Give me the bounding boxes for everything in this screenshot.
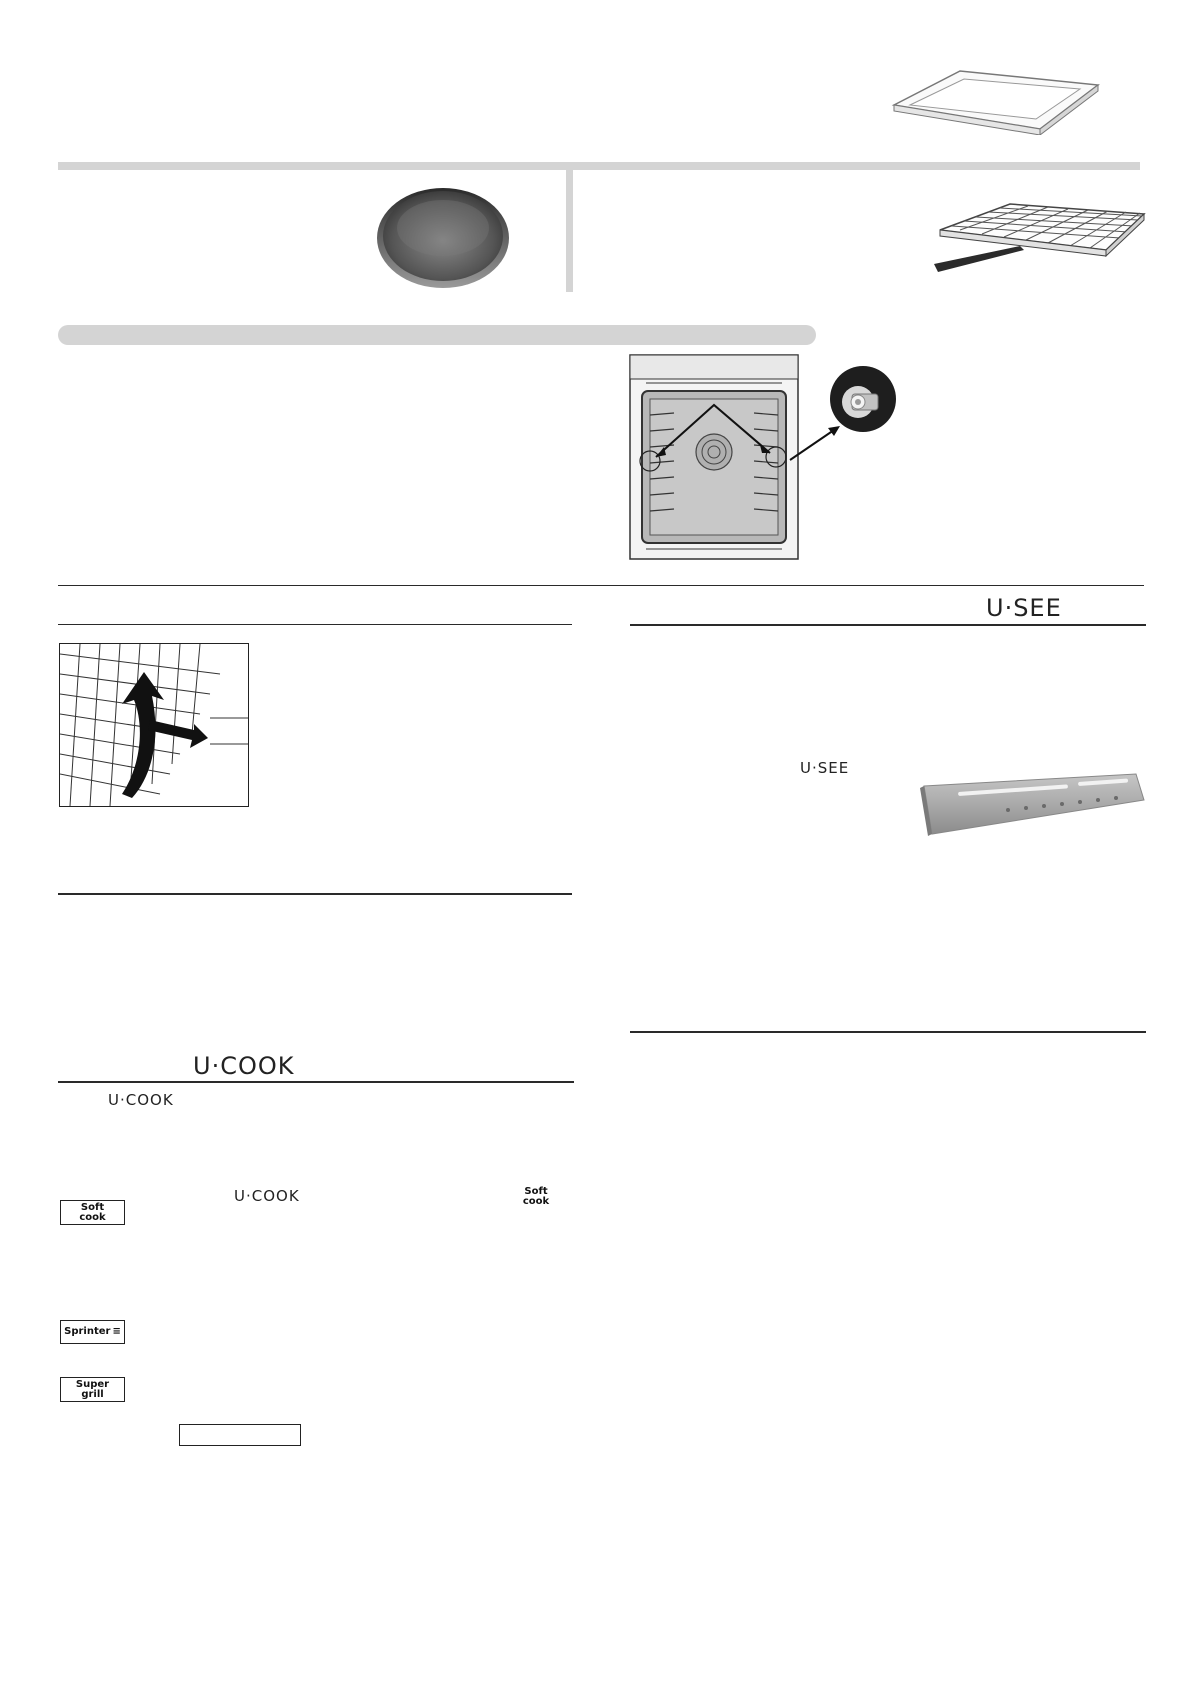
ucook-logo-small-1: U·COOK [108,1091,174,1109]
sprinter-badge [60,1320,125,1344]
super-grill-badge [60,1377,125,1402]
right-column-rule-2 [630,1031,1146,1033]
empty-display-box [179,1424,301,1446]
super-grill-line1: Super [75,1378,110,1390]
ucook-logo-small-2: U·COOK [234,1187,300,1205]
left-column-rule-3 [58,1081,574,1083]
section-header-bar [58,325,816,345]
soft-cook-inline-icon [512,1187,560,1209]
left-column-rule-2 [58,893,572,895]
oven-interior-diagram [628,353,800,561]
ucook-logo-text: U·COOK [193,1052,295,1080]
usee-logo-text: U·SEE [986,594,1062,622]
soft-cook-badge [60,1200,125,1225]
super-grill-line2: grill [81,1388,104,1400]
right-column-rule-1 [630,624,1146,626]
wire-rack-with-handle-image [930,200,1150,280]
soft-cook-inline-line2: cook [522,1196,550,1207]
ucook-inline-logo-2 [234,1188,324,1206]
usee-logo-small: U·SEE [800,759,850,777]
ucook-heading-logo [193,1054,353,1082]
usee-inline-logo [800,760,870,778]
accessories-column-divider [566,170,573,292]
soft-cook-line2: cook [79,1211,106,1223]
soft-cook-inline-line1: Soft [524,1186,548,1197]
left-column-rule-1 [58,624,572,625]
usee-heading-logo [986,596,1098,624]
shelf-removal-diagram [59,643,249,807]
ucook-inline-logo-1 [108,1092,198,1110]
sprinter-lines-icon: ≡ [112,1326,121,1337]
baking-tray-image [890,65,1100,135]
sprinter-label: Sprinter [64,1326,111,1337]
section-rule-full [58,585,1144,586]
soft-cook-line1: Soft [80,1201,105,1213]
support-screw-zoom-image [828,364,898,434]
side-panel-image [918,770,1146,838]
round-pizza-pan-image [373,180,513,290]
accessories-divider-bar [58,162,1140,170]
